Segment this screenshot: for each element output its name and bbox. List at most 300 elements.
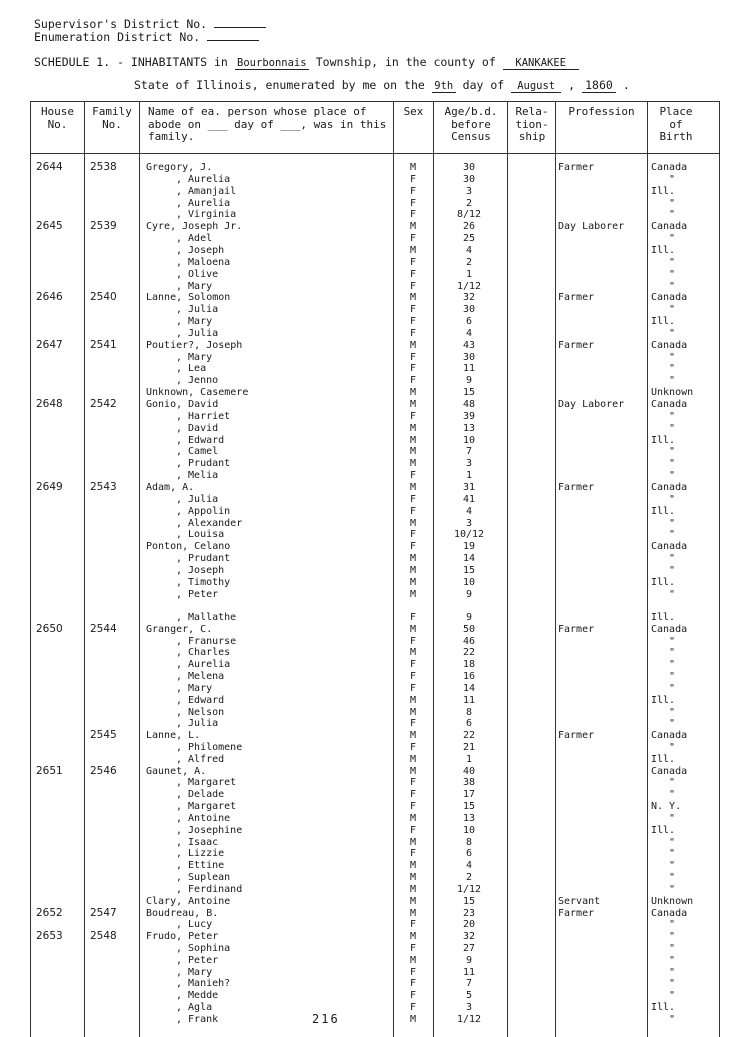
cell-prof: Farmer [558, 481, 595, 493]
cell-age: 13 [462, 422, 476, 434]
cell-name: , Peter [176, 588, 219, 600]
cell-sex: M [409, 860, 417, 872]
cell-sex: F [409, 505, 417, 517]
cell-age: 10 [462, 576, 476, 588]
cell-family: 2548 [90, 930, 117, 943]
cell-age: 8 [465, 706, 473, 718]
cell-house: 2645 [36, 220, 63, 233]
cell-age: 1/12 [456, 883, 482, 895]
cell-sex: M [409, 730, 417, 742]
cell-birth: Ill. [651, 1002, 676, 1014]
cell-birth: " [669, 647, 676, 659]
cell-name: , Sophina [176, 942, 231, 954]
cell-prof: Day Laborer [558, 221, 625, 233]
cell-age: 2 [465, 256, 473, 268]
cell-family: 2542 [90, 398, 117, 410]
cell-age: 14 [462, 553, 476, 565]
cell-name: , Alexander [176, 517, 243, 529]
cell-age: 48 [462, 399, 476, 410]
cell-birth: " [669, 209, 676, 221]
cell-age: 6 [465, 848, 473, 860]
cell-sex: M [409, 553, 417, 565]
cell-age: 18 [462, 659, 476, 671]
cell-sex: M [409, 706, 417, 718]
cell-age: 15 [462, 895, 476, 907]
cell-age: 7 [465, 446, 473, 458]
cell-birth: Ill. [651, 576, 676, 588]
cell-name: , David [176, 422, 219, 434]
cell-sex: F [409, 327, 417, 339]
cell-birth: Ill. [651, 434, 676, 446]
cell-name: , Prudant [176, 458, 231, 470]
cell-name: , Jenno [176, 375, 219, 387]
cell-name: , Lea [176, 363, 207, 375]
cell-age: 30 [462, 351, 476, 363]
cell-sex: F [409, 470, 417, 482]
cell-age: 20 [462, 919, 476, 931]
cell-birth: " [669, 470, 676, 482]
cell-birth: " [669, 327, 676, 339]
cell-birth: " [669, 1013, 676, 1025]
cell-age: 30 [462, 173, 476, 185]
cell-age: 3 [465, 517, 473, 529]
cell-birth: " [669, 268, 676, 280]
cell-prof: Farmer [558, 907, 595, 919]
cell-age: 11 [462, 363, 476, 375]
cell-sex: F [409, 410, 417, 422]
cell-name: Gaunet, A. [146, 765, 207, 777]
cell-name: Granger, C. [146, 623, 213, 635]
cell-birth: " [669, 458, 676, 470]
cell-house: 2647 [36, 338, 63, 351]
cell-sex: F [409, 316, 417, 328]
cell-age: 1/12 [456, 1013, 482, 1025]
cell-age: 10/12 [453, 529, 485, 541]
cell-name: , Lizzie [176, 848, 225, 860]
cell-sex: F [409, 529, 417, 541]
cell-birth: " [669, 351, 676, 363]
cell-age: 23 [462, 907, 476, 919]
cell-age: 8/12 [456, 209, 482, 221]
township-value: Bourbonnais [235, 57, 309, 70]
cell-sex: F [409, 742, 417, 754]
cell-sex: M [409, 221, 417, 233]
county-value: KANKAKEE [503, 57, 579, 70]
cell-birth: " [669, 942, 676, 954]
cell-name: , Nelson [176, 706, 225, 718]
cell-age: 6 [465, 718, 473, 730]
cell-birth: Canada [651, 730, 688, 742]
cell-sex: M [409, 694, 417, 706]
cell-birth: " [669, 173, 676, 185]
cell-name: , Edward [176, 434, 225, 446]
cell-sex: M [409, 292, 417, 304]
cell-name: , Ettine [176, 860, 225, 872]
cell-age: 50 [462, 623, 476, 635]
cell-age: 22 [462, 647, 476, 659]
cell-house: 2649 [36, 480, 63, 493]
cell-birth: " [669, 883, 676, 895]
col-header-relationship: Rela- tion- ship [515, 105, 549, 143]
cell-age: 5 [465, 990, 473, 1002]
cell-name: , Ferdinand [176, 883, 243, 895]
cell-name: , Frank [176, 1013, 219, 1025]
cell-sex: M [409, 162, 417, 173]
cell-name: , Olive [176, 268, 219, 280]
cell-age: 3 [465, 458, 473, 470]
cell-age: 41 [462, 493, 476, 505]
cell-birth: " [669, 742, 676, 754]
cell-birth: " [669, 718, 676, 730]
cell-age: 1/12 [456, 280, 482, 292]
cell-prof: Farmer [558, 292, 595, 304]
cell-family: 2544 [90, 622, 117, 635]
cell-sex: M [409, 647, 417, 659]
cell-sex: M [409, 399, 417, 410]
schedule-mid: Township, in the county of [315, 55, 496, 69]
cell-name: , Julia [176, 327, 219, 339]
cell-name: , Aurelia [176, 197, 231, 209]
cell-birth: " [669, 966, 676, 978]
cell-age: 25 [462, 233, 476, 245]
col-header-house: House No. [40, 105, 75, 131]
cell-sex: F [409, 718, 417, 730]
cell-sex: F [409, 209, 417, 221]
cell-sex: F [409, 801, 417, 813]
cell-age: 30 [462, 162, 476, 173]
cell-sex: F [409, 363, 417, 375]
cell-birth: " [669, 789, 676, 801]
cell-name: , Peter [176, 954, 219, 966]
cell-age: 39 [462, 410, 476, 422]
cell-birth: " [669, 375, 676, 387]
cell-name: , Adel [176, 233, 213, 245]
cell-age: 2 [465, 872, 473, 884]
cell-age: 19 [462, 541, 476, 553]
cell-name: Clary, Antoine [146, 895, 231, 907]
cell-sex: F [409, 375, 417, 387]
cell-name: , Louisa [176, 529, 225, 541]
cell-name: , Julia [176, 493, 219, 505]
cell-name: , Josephine [176, 824, 243, 836]
cell-house: 2652 [36, 906, 63, 919]
cell-name: Lanne, Solomon [146, 292, 231, 304]
cell-birth: " [669, 872, 676, 884]
cell-family: 2543 [90, 480, 117, 493]
cell-sex: F [409, 789, 417, 801]
cell-sex: F [409, 777, 417, 789]
cell-age: 2 [465, 197, 473, 209]
cell-birth: " [669, 529, 676, 541]
cell-age: 21 [462, 742, 476, 754]
cell-sex: F [409, 671, 417, 683]
cell-sex: F [409, 304, 417, 316]
cell-name: , Philomene [176, 742, 243, 754]
state-prefix: State of Illinois, enumerated by me on the [134, 78, 425, 92]
cell-name: , Isaac [176, 836, 219, 848]
cell-sex: M [409, 954, 417, 966]
cell-sex: F [409, 978, 417, 990]
cell-age: 9 [465, 612, 473, 623]
cell-age: 22 [462, 730, 476, 742]
cell-sex: M [409, 812, 417, 824]
cell-sex: M [409, 623, 417, 635]
cell-name: , Aurelia [176, 659, 231, 671]
cell-name: , Mary [176, 966, 213, 978]
cell-age: 30 [462, 304, 476, 316]
cell-house: 2648 [36, 398, 63, 410]
cell-age: 1 [465, 470, 473, 482]
cell-birth: " [669, 812, 676, 824]
cell-name: , Melia [176, 470, 219, 482]
cell-name: , Manieh? [176, 978, 231, 990]
cell-sex: M [409, 883, 417, 895]
cell-prof: Farmer [558, 162, 595, 173]
col-header-birth: Place of Birth [659, 105, 693, 143]
schedule-prefix: SCHEDULE 1. - INHABITANTS in [34, 55, 228, 69]
cell-sex: F [409, 659, 417, 671]
cell-birth: Canada [651, 292, 688, 304]
col-header-age: Age/b.d. before Census [444, 105, 498, 143]
cell-birth: Ill. [651, 694, 676, 706]
cell-birth: " [669, 836, 676, 848]
cell-family: 2545 [90, 729, 117, 742]
cell-house: 2644 [36, 161, 63, 173]
cell-name: , Lucy [176, 919, 213, 931]
cell-age: 40 [462, 765, 476, 777]
cell-sex: F [409, 848, 417, 860]
cell-age: 27 [462, 942, 476, 954]
cell-name: , Timothy [176, 576, 231, 588]
cell-birth: N. Y. [651, 801, 682, 813]
cell-birth: " [669, 588, 676, 600]
cell-age: 4 [465, 327, 473, 339]
cell-birth: " [669, 446, 676, 458]
cell-sex: M [409, 1013, 417, 1025]
cell-birth: Ill. [651, 505, 676, 517]
cell-name: , Alfred [176, 753, 225, 765]
cell-prof: Farmer [558, 339, 595, 351]
cell-name: , Maloena [176, 256, 231, 268]
cell-birth: " [669, 564, 676, 576]
cell-sex: F [409, 173, 417, 185]
cell-birth: Canada [651, 162, 688, 173]
cell-sex: M [409, 588, 417, 600]
cell-birth: " [669, 233, 676, 245]
cell-prof: Day Laborer [558, 399, 625, 410]
cell-birth: Ill. [651, 753, 676, 765]
cell-prof: Farmer [558, 730, 595, 742]
cell-age: 11 [462, 966, 476, 978]
cell-birth: Ill. [651, 824, 676, 836]
cell-name: , Aurelia [176, 173, 231, 185]
cell-name: , Prudant [176, 553, 231, 565]
cell-sex: M [409, 422, 417, 434]
cell-birth: Ill. [651, 185, 676, 197]
cell-age: 26 [462, 221, 476, 233]
cell-birth: Unknown [651, 895, 694, 907]
cell-sex: M [409, 872, 417, 884]
cell-birth: " [669, 256, 676, 268]
cell-birth: " [669, 363, 676, 375]
cell-sex: F [409, 919, 417, 931]
cell-age: 38 [462, 777, 476, 789]
cell-age: 4 [465, 505, 473, 517]
cell-name: , Delade [176, 789, 225, 801]
cell-name: , Franurse [176, 635, 237, 647]
cell-family: 2546 [90, 764, 117, 777]
cell-age: 1 [465, 753, 473, 765]
cell-age: 7 [465, 978, 473, 990]
cell-sex: M [409, 458, 417, 470]
cell-birth: " [669, 517, 676, 529]
cell-name: , Virginia [176, 209, 237, 221]
cell-name: Boudreau, B. [146, 907, 219, 919]
day-of-label: day of [462, 78, 505, 92]
cell-birth: Canada [651, 623, 688, 635]
cell-name: , Mary [176, 316, 213, 328]
cell-birth: Canada [651, 221, 688, 233]
cell-sex: M [409, 765, 417, 777]
cell-birth: " [669, 493, 676, 505]
cell-family: 2539 [90, 220, 117, 233]
cell-age: 10 [462, 824, 476, 836]
cell-birth: " [669, 304, 676, 316]
cell-name: , Harriet [176, 410, 231, 422]
cell-family: 2540 [90, 291, 117, 304]
cell-sex: F [409, 351, 417, 363]
cell-birth: Ill. [651, 612, 676, 623]
cell-name: , Amanjail [176, 185, 237, 197]
cell-birth: Ill. [651, 316, 676, 328]
cell-sex: F [409, 682, 417, 694]
cell-name: , Julia [176, 304, 219, 316]
enumeration-district-label: Enumeration District No. [34, 30, 201, 44]
cell-name: , Mary [176, 280, 213, 292]
comma-sep: , [568, 78, 576, 92]
cell-family: 2547 [90, 906, 117, 919]
cell-name: , Suplean [176, 872, 231, 884]
cell-age: 4 [465, 244, 473, 256]
cell-birth: " [669, 410, 676, 422]
cell-sex: M [409, 446, 417, 458]
cell-birth: " [669, 777, 676, 789]
cell-birth: Canada [651, 339, 688, 351]
cell-birth: " [669, 682, 676, 694]
cell-birth: " [669, 635, 676, 647]
cell-sex: F [409, 635, 417, 647]
cell-age: 15 [462, 387, 476, 399]
cell-prof: Servant [558, 895, 601, 907]
cell-sex: F [409, 280, 417, 292]
cell-age: 16 [462, 671, 476, 683]
cell-birth: " [669, 919, 676, 931]
enumeration-month: August [511, 80, 561, 93]
cell-age: 13 [462, 812, 476, 824]
cell-house: 2653 [36, 930, 63, 943]
cell-sex: M [409, 339, 417, 351]
cell-birth: " [669, 848, 676, 860]
cell-name: Ponton, Celano [146, 541, 231, 553]
cell-sex: M [409, 895, 417, 907]
cell-birth: " [669, 422, 676, 434]
cell-name: Gonio, David [146, 399, 219, 410]
cell-name: , Melena [176, 671, 225, 683]
cell-sex: M [409, 564, 417, 576]
cell-name: , Antoine [176, 812, 231, 824]
cell-age: 32 [462, 292, 476, 304]
cell-birth: " [669, 671, 676, 683]
cell-prof: Farmer [558, 623, 595, 635]
cell-name: , Agla [176, 1002, 213, 1014]
cell-sex: F [409, 541, 417, 553]
cell-sex: M [409, 576, 417, 588]
cell-name: , Mary [176, 682, 213, 694]
cell-name: , Julia [176, 718, 219, 730]
cell-birth: Unknown [651, 387, 694, 399]
cell-name: , Appolin [176, 505, 231, 517]
cell-sex: F [409, 942, 417, 954]
cell-age: 15 [462, 801, 476, 813]
cell-birth: " [669, 954, 676, 966]
cell-name: , Charles [176, 647, 231, 659]
cell-family: 2538 [90, 161, 117, 173]
cell-birth: " [669, 990, 676, 1002]
cell-sex: F [409, 824, 417, 836]
cell-name: Gregory, J. [146, 162, 213, 173]
cell-sex: M [409, 517, 417, 529]
cell-name: Adam, A. [146, 481, 195, 493]
col-header-name: Name of ea. person whose place of abode on ___ day of ___, was in this family. [148, 105, 387, 143]
col-header-sex: Sex [403, 105, 424, 118]
period-mark: . [622, 78, 630, 92]
supervisor-district-label: Supervisor's District No. [34, 17, 208, 31]
cell-age: 3 [465, 185, 473, 197]
cell-age: 14 [462, 682, 476, 694]
cell-name: , Joseph [176, 244, 225, 256]
cell-birth: " [669, 553, 676, 565]
cell-sex: M [409, 907, 417, 919]
cell-name: Frudo, Peter [146, 931, 219, 943]
cell-age: 4 [465, 860, 473, 872]
cell-sex: F [409, 990, 417, 1002]
cell-age: 31 [462, 481, 476, 493]
cell-sex: F [409, 197, 417, 209]
enumeration-year: 1860 [582, 78, 616, 93]
cell-sex: M [409, 836, 417, 848]
cell-age: 43 [462, 339, 476, 351]
cell-name: Cyre, Joseph Jr. [146, 221, 243, 233]
col-header-family: Family No. [92, 105, 132, 131]
cell-age: 15 [462, 564, 476, 576]
cell-age: 1 [465, 268, 473, 280]
cell-age: 9 [465, 375, 473, 387]
cell-sex: F [409, 493, 417, 505]
cell-house: 2646 [36, 291, 63, 304]
cell-name: , Edward [176, 694, 225, 706]
cell-birth: " [669, 197, 676, 209]
cell-birth: Canada [651, 765, 688, 777]
cell-birth: " [669, 706, 676, 718]
cell-age: 17 [462, 789, 476, 801]
cell-house: 2650 [36, 622, 63, 635]
cell-age: 10 [462, 434, 476, 446]
cell-sex: F [409, 185, 417, 197]
cell-name: Poutier?, Joseph [146, 339, 243, 351]
cell-sex: M [409, 244, 417, 256]
cell-sex: F [409, 233, 417, 245]
cell-age: 9 [465, 954, 473, 966]
